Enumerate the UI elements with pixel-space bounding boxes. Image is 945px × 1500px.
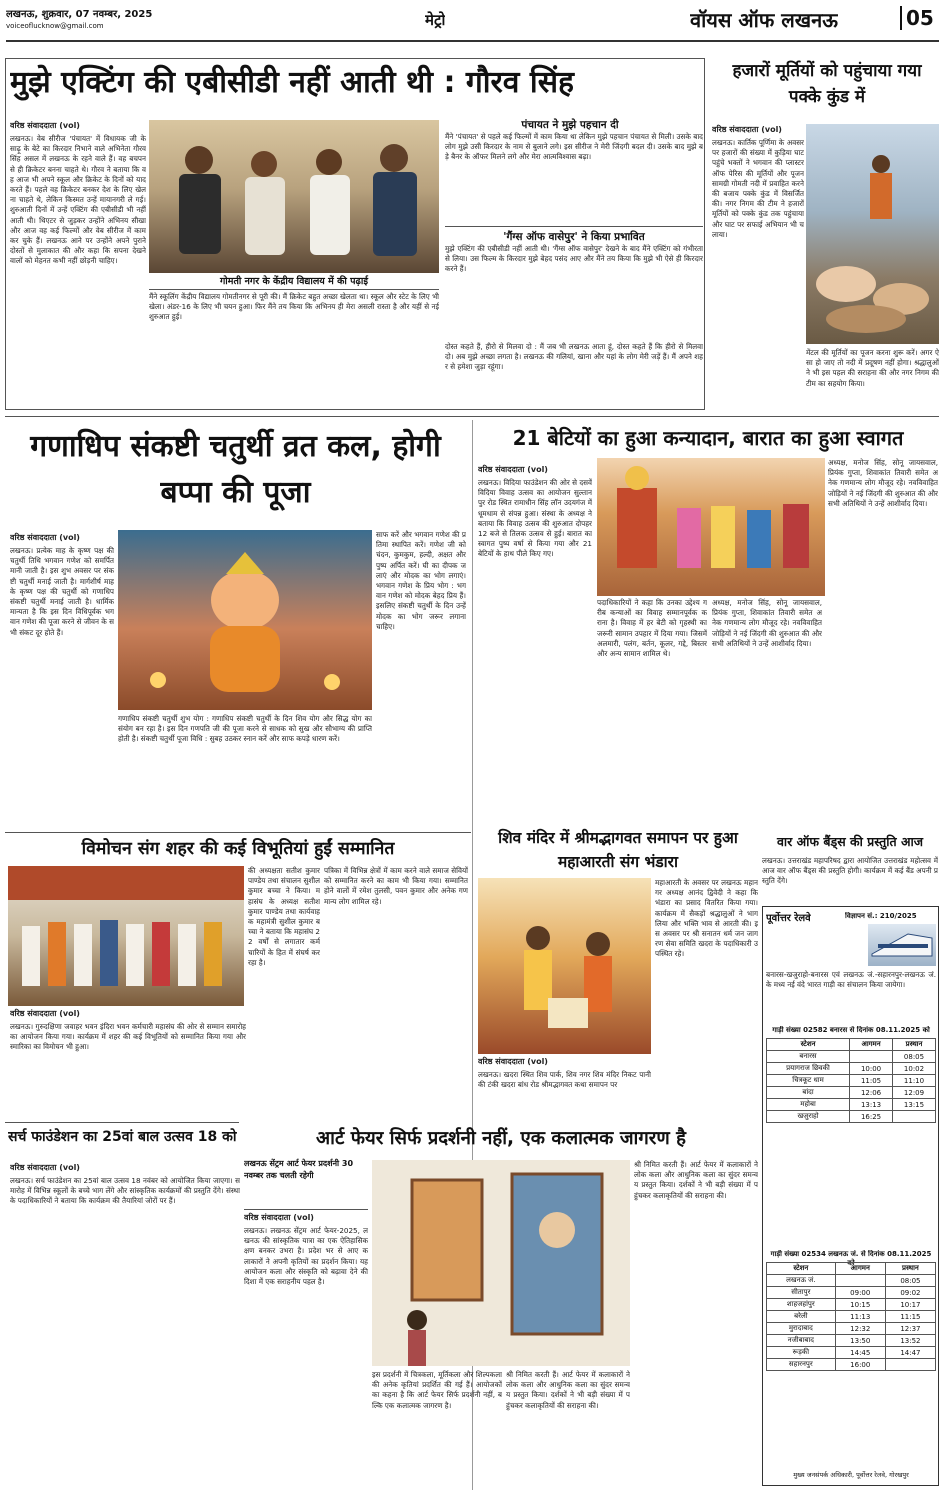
story6-body: लखनऊ। खदरा स्थित शिव पार्क, शिव नगर शिव मंदिर निकट पानी की टंकी खदरा बांध रोड श्रीमद्भागवत कथा समापन पर: [478, 1070, 651, 1090]
temple-aarti-photo: [478, 878, 651, 1054]
story3-byline: वरिष्ठ संवाददाता (vol): [10, 533, 80, 542]
story2-body: लखनऊ। कार्तिक पूर्णिमा के अवसर पर हजारों की संख्या में कुड़िया घाट पहुंचे भक्तों ने भगवान की प्लास्टर ऑफ पेरिस की मूर्तियों और पूजन सामग्री गोमती नदी में प्रवाहित करने की बजाय पक्के कुंड में विसर्जित की। नगर निगम की टीम ने हजारों मूर्तियों को पक्के कुंड तक पहुंचाया और घाट पर सफाई अभियान भी चलाया।: [712, 138, 804, 239]
story1-headline: मुझे एक्टिंग की एबीसीडी नहीं आती थी : गौरव सिंह: [10, 65, 574, 100]
art-exhibition-photo: [372, 1160, 630, 1366]
railway-t1: [766, 1038, 936, 1123]
wedding-procession-photo: [597, 458, 825, 596]
story4-headline: 21 बेटियों का हुआ कन्यादान, बारात का हुआ स्वागत: [512, 426, 904, 450]
story1-caption: गोमती नगर के केंद्रीय विद्यालय में की पढ़ाई: [149, 274, 439, 290]
story1-byline: वरिष्ठ संवाददाता (vol): [10, 121, 80, 130]
email: voiceoflucknow@gmail.com: [6, 22, 104, 30]
story4-col2b: अध्यक्ष, मनोज सिंह, सोनू जायसवाल, प्रियंक गुप्ता, शिवाकांत तिवारी समेत अनेक गणमान्य लोग मौजूद रहे। नवविवाहित जोड़ियों ने नई जिंदगी की शुरुआत की और सभी अतिथियों ने उन्हें आशीर्वाद दिया।: [712, 598, 822, 648]
railway-intro: बनारस-खजुराहो-बनारस एवं लखनऊ जं.-सहारनपुर-लखनऊ जं. के मध्य नई वंदे भारत गाड़ी का संचालन किया जायेगा।: [766, 970, 936, 990]
story1-sub1-title: पंचायत ने मुझे पहचान दी: [521, 119, 619, 131]
story4-col3: अध्यक्ष, मनोज सिंह, सोनू जायसवाल, प्रियंक गुप्ता, शिवाकांत तिवारी समेत अनेक गणमान्य लोग मौजूद रहे। नवविवाहित जोड़ियों ने नई जिंदगी की शुरुआत की और सभी अतिथियों ने उन्हें आशीर्वाद दिया।: [828, 458, 938, 508]
story6-photo: [478, 878, 651, 1054]
story4-col2: पदाधिकारियों ने कहा कि उनका उद्देश्य गरीब कन्याओं का विवाह सम्मानपूर्वक कराना है। विवाह में हर बेटी को गृहस्थी का जरूरी सामान उपहार में दिया गया। जिसमें अलमारी, पलंग, बर्तन, कूलर, गद्दे, बिस्तर और अन्य सामान शामिल थे।: [597, 598, 707, 659]
t1-col-arrival: आगमन: [850, 1039, 893, 1051]
story1-photo: [149, 120, 439, 273]
story1-sub2-title: 'गैंग्स ऑफ वासेपुर' ने किया प्रभावित: [503, 231, 645, 243]
story1-sub2-body: मुझे एक्टिंग की एबीसीडी नहीं आती थी। 'गैंग्स ऑफ वासेपुर' देखने के बाद मैंने एक्टिंग को गंभीरता से लिया। उस फिल्म के किरदार मुझे बेहद पसंद आए और मैंने तय किया कि मुझे भी ऐसे ही किरदार करने हैं।: [445, 244, 703, 274]
story3-headline: गणाधिप संकष्टी चतुर्थी व्रत कल, होगी बप्पा की पूजा: [30, 429, 441, 510]
story2-photo: [806, 124, 939, 344]
train-icon: [868, 924, 936, 966]
story9-byline: वरिष्ठ संवाददाता (vol): [244, 1213, 314, 1222]
story7-body: लखनऊ। उत्तराखंड महापरिषद द्वारा आयोजित उत्तराखंड महोत्सव में आज वार ऑफ बैंड्स की प्रस्तुति होगी। कार्यक्रम में कई बैंड अपनी प्रस्तुति देंगे।: [762, 856, 938, 886]
t1-col-station: स्टेशन: [767, 1039, 850, 1051]
table-row: शाहजहांपुर 10:15 10:17: [767, 1299, 936, 1311]
railway-title: पूर्वोत्तर रेलवे: [766, 913, 811, 924]
story3-col3: साफ करें और भगवान गणेश की प्रतिमा स्थापित करें। गणेश जी को चंदन, कुमकुम, हल्दी, अक्षत और पुष्प अर्पित करें। घी का दीपक जलाएं और मोदक का भोग लगाएं। भगवान गणेश के प्रिय भोग : भगवान गणेश को मोदक बेहद प्रिय हैं। इसलिए संकष्टी चतुर्थी के दिन उन्हें मोदक का भोग जरूर लगाना चाहिए।: [376, 530, 466, 631]
story9-col4: श्री निमित करती हैं। आर्ट फेयर में कलाकारों ने लोक कला और आधुनिक कला का सुंदर समन्वय प्रस्तुत किया। दर्शकों ने भी बड़ी संख्या में पहुंचकर कलाकृतियों की सराहना की।: [634, 1160, 758, 1200]
story5-col2: की अध्यक्षता सतीश कुमार पाण्डेय तथा संचालन सुशील कुमार बच्चा ने किया। महासंघ के अध्यक्ष सतीश कुमार पाण्डेय तथा कार्यवाहक महामंत्री सुशील कुमार बच्चा ने बताया कि महासंघ 22 वर्षों से लगातार कर्मचारियों के हित में संघर्ष कर रहा है।: [248, 866, 320, 967]
story4-photo: [597, 458, 825, 596]
table-row: खजुराहो 16:25: [767, 1111, 936, 1123]
actors-group-photo: [149, 120, 439, 273]
table-row: प्रयागराज छिवकी 10:00 10:02: [767, 1063, 936, 1075]
story5-col3: पत्रिका में विभिन्न क्षेत्रों में काम करने वाले समाज सेवियों को सम्मानित करने का काम भी किया गया। सम्मानित होने वालों में रमेश तुलसी, पवन कुमार और अनेक गणमान्य लोग शामिल रहे।: [324, 866, 468, 906]
table-row: बांदा 12:06 12:09: [767, 1087, 936, 1099]
table-row: नजीबाबाद 13:50 13:52: [767, 1335, 936, 1347]
table-row: महोबा 13:13 13:15: [767, 1099, 936, 1111]
dateline: लखनऊ, शुक्रवार, 07 नवम्बर, 2025: [6, 9, 153, 20]
story1-caption-body: मैंने स्कूलिंग केंद्रीय विद्यालय गोमतीनगर से पूरी की। मैं क्रिकेट बहुत अच्छा खेलता था। स्कूल और स्टेट के लिए भी खेला। अंडर-16 के लिए भी चयन हुआ। फिर मैंने तय किया कि अभिनय ही मेरा असली रास्ता है और यहीं से नई शुरुआत हुई।: [149, 292, 439, 322]
table-row: रूड़की 14:45 14:47: [767, 1347, 936, 1359]
story9-photo: [372, 1160, 630, 1366]
idols-pond-photo: [806, 124, 939, 344]
story1-body: लखनऊ। वेब सीरीज 'पंचायत' में विधायक जी के साढ़ू के बेटे का किरदार निभाने वाले अभिनेता गौरव सिंह असल में लखनऊ के रहने वाले हैं। वह बचपन से ही क्रिकेटर बनना चाहते थे। गौरव ने बताया कि वह आज भी अपने स्कूल और क्रिकेट के दिनों को याद करते हैं। पहले वह क्रिकेटर बनकर देश के लिए खेलना चाहते थे, लेकिन किस्मत उन्हें मायानगरी ले गई। शुरुआती दिनों में उन्हें एक्टिंग की एबीसीडी भी नहीं आती थी। थिएटर से जुड़कर उन्होंने अभिनय सीखा और आज वह कई फिल्मों और वेब सीरीज में काम कर चुके हैं। लखनऊ आने पर उन्होंने अपने पुराने दोस्तों से मुलाकात की और कहा कि सपना देखने वालों को मेहनत कभी नहीं छोड़नी चाहिए।: [10, 134, 146, 266]
paper-name: वॉयस ऑफ लखनऊ: [690, 8, 838, 32]
table-row: मुरादाबाद 12:32 12:37: [767, 1323, 936, 1335]
masthead-rule: [6, 40, 939, 42]
story1-sub1-body: मैंने 'पंचायत' से पहले कई फिल्मों में काम किया था लेकिन मुझे पहचान पंचायत से मिली। उसके बाद लोग मुझे उसी किरदार के नाम से बुलाने लगे। इस सीरीज ने मेरी जिंदगी बदल दी। उसके बाद मुझे बड़े बैनर के ऑफर मिलने लगे और मेरा आत्मविश्वास बढ़ा।: [445, 132, 703, 162]
story5-photo: [8, 866, 244, 1006]
story3-col2: गणाधिप संकष्टी चतुर्थी शुभ योग : गणाधिप संकष्टी चतुर्थी के दिन शिव योग और सिद्ध योग का संयोग बन रहा है। इस दिन गणपति जी की पूजा करने से साधक को सुख और सौभाग्य की प्राप्ति होती है। संकष्टी चतुर्थी पूजा विधि : सुबह उठकर स्नान करें और साफ कपड़े धारण करें।: [118, 714, 372, 744]
railway-t2: स्टेशन आगमन प्रस्थान लखनऊ जं. 08:05 सीतापुर 09:00 09:02 शाहजहांपुर 10:15 10:17 बरेली 11:13 11:15 मुरादाबाद 12:32 12:37 नजीबाबाद 13:50 13:52 रूड़की 14:45 14:47 सहारनपुर 16:00: [766, 1262, 936, 1371]
story6-headline: शिव मंदिर में श्रीमद्भागवत समापन पर हुआ महाआरती संग भंडारा: [498, 829, 738, 871]
table-row: बनारस 08:05: [767, 1051, 936, 1063]
railway-train-photo: [868, 924, 936, 966]
story5-body: लखनऊ। गुरुदक्षिणा जवाहर भवन इंदिरा भवन कर्मचारी महासंघ की ओर से सम्मान समारोह का आयोजन किया गया। कार्यक्रम में शहर की कई विभूतियों को सम्मानित किया गया और स्मारिका का विमोचन भी हुआ।: [10, 1022, 246, 1052]
story3-body: लखनऊ। प्रत्येक माह के कृष्ण पक्ष की चतुर्थी तिथि भगवान गणेश को समर्पित मानी जाती है। इस शुभ अवसर पर संकष्टी चतुर्थी मनाई जाती है। मार्गशीर्ष माह के कृष्ण पक्ष की चतुर्थी को गणाधिप संकष्टी चतुर्थी मनाई जाती है। धार्मिक मान्यता है कि इस दिन विधिपूर्वक भगवान गणेश की पूजा करने से जीवन के सभी संकट दूर होते हैं।: [10, 546, 114, 637]
story8-headline: सर्च फाउंडेशन का 25वां बाल उत्सव 18 को: [8, 1129, 237, 1145]
railway-t2-title: गाड़ी संख्या 02534 लखनऊ जं. से दिनांक 08.11.2025 को: [770, 1250, 932, 1267]
story3-photo: [118, 530, 372, 710]
table-row: लखनऊ जं. 08:05: [767, 1275, 936, 1287]
railway-adv-no: विज्ञापन सं.: 210/2025: [845, 912, 917, 920]
story9-col3b: श्री निमित करती हैं। आर्ट फेयर में कलाकारों ने लोक कला और आधुनिक कला का सुंदर समन्वय प्रस्तुत किया। दर्शकों ने भी बड़ी संख्या में पहुंचकर कलाकृतियों की सराहना की।: [506, 1370, 630, 1410]
page-number: 05: [900, 6, 934, 30]
story4-body: लखनऊ। विदिया फाउंडेशन की ओर से दसवें विदिया विवाह उत्सव का आयोजन सुल्तानपुर रोड स्थित रामाधीन सिंह लॉन उदयगंज में धूमधाम से संपन्न हुआ। संस्था के अध्यक्ष ने बताया कि विवाह उत्सव की शुरुआत दोपहर 12 बजे से तिलक उत्सव से हुई। बारात का स्वागत पुष्प वर्षा से किया गया और 21 बेटियों के हाथ पीले किए गए।: [478, 478, 592, 559]
story9-col3: इस प्रदर्शनी में चित्रकला, मूर्तिकला और शिल्पकला की अनेक कृतियां प्रदर्शित की गई हैं। आयोजकों का कहना है कि आर्ट फेयर सिर्फ प्रदर्शनी नहीं, बल्कि एक कलात्मक जागरण है।: [372, 1370, 502, 1410]
railway-t1-title: गाड़ी संख्या 02582 बनारस से दिनांक 08.11.2025 को: [772, 1026, 930, 1034]
table-row: सहारनपुर 16:00: [767, 1359, 936, 1371]
section-name: मेट्रो: [425, 11, 446, 29]
story7-headline: वार ऑफ बैंड्स की प्रस्तुति आज: [776, 834, 924, 849]
story8-byline: वरिष्ठ संवाददाता (vol): [10, 1163, 80, 1172]
story5-byline: वरिष्ठ संवाददाता (vol): [10, 1009, 80, 1018]
masthead: [0, 0, 945, 44]
story6-col2: महाआरती के अवसर पर लखनऊ महानगर अध्यक्ष आनंद द्विवेदी ने कहा कि भंडारा का प्रसाद वितरित किया गया। कार्यक्रम में सैकड़ों श्रद्धालुओं ने भाग लिया और भक्ति भाव से आरती की। इस अवसर पर श्री सनातन धर्म जन जागरण सेवा समिति खदरा के पदाधिकारी उपस्थित रहे।: [655, 878, 758, 959]
story1-col-body: दोस्त कहते हैं, हीरो से मिलवा दो : मैं जब भी लखनऊ आता हूं, दोस्त कहते हैं कि हीरो से मिलवा दो। अब मुझे अच्छा लगता है। लखनऊ की गलियां, खाना और यहां के लोग मेरी जड़ें हैं। मैं अपने शहर से हमेशा जुड़ा रहूंगा।: [445, 342, 703, 372]
story2-headline: हजारों मूर्तियों को पहुंचाया गया पक्के कुंड में: [732, 61, 922, 107]
divider-3: [5, 1122, 239, 1123]
table-row: सीतापुर 09:00 09:02: [767, 1287, 936, 1299]
t1-col-departure: प्रस्थान: [893, 1039, 936, 1051]
story9-headline: आर्ट फेयर सिर्फ प्रदर्शनी नहीं, एक कलात्मक जागरण है: [316, 1128, 686, 1149]
railway-footer: मुख्य जनसंपर्क अधिकारी, पूर्वोत्तर रेलवे, गोरखपुर: [793, 1471, 909, 1479]
ganesha-idol-photo: [118, 530, 372, 710]
table-row: चित्रकूट धाम 11:05 11:10: [767, 1075, 936, 1087]
story8-body: लखनऊ। सर्च फाउंडेशन का 25वां बाल उत्सव 18 नवंबर को आयोजित किया जाएगा। समारोह में विभिन्न स्कूलों के बच्चे भाग लेंगे और सांस्कृतिक कार्यक्रमों की प्रस्तुति देंगे। संस्था के पदाधिकारियों ने बताया कि कार्यक्रम की तैयारियां जोरों पर हैं।: [10, 1176, 240, 1206]
table-row: बरेली 11:13 11:15: [767, 1311, 936, 1323]
story9-body: लखनऊ। लखनऊ सेंट्रम आर्ट फेयर-2025, लखनऊ की सांस्कृतिक यात्रा का एक ऐतिहासिक क्षण बनकर उभरा है। प्रदेश भर से आए कलाकारों ने अपनी कृतियों का प्रदर्शन किया। यह आयोजन कला और संस्कृति को बढ़ावा देने की दिशा में एक सराहनीय पहल है।: [244, 1226, 368, 1287]
honour-ceremony-photo: [8, 866, 244, 1006]
story6-byline: वरिष्ठ संवाददाता (vol): [478, 1057, 548, 1066]
story4-byline: वरिष्ठ संवाददाता (vol): [478, 465, 548, 474]
story2-body2: मेंटल की मूर्तियों का पूजन करना शुरू करें। अगर ऐसा हो जाए तो नदी में प्रदूषण नहीं होगा। श्रद्धालुओं ने भी इस पहल की सराहना की और नगर निगम की टीम का सहयोग किया।: [806, 348, 939, 388]
divider-1: [5, 416, 939, 417]
story2-byline: वरिष्ठ संवाददाता (vol): [712, 125, 782, 134]
story9-kicker: लखनऊ सेंट्रम आर्ट फेयर प्रदर्शनी 30 नवम्बर तक चलती रहेगी: [244, 1158, 368, 1210]
story5-headline: विमोचन संग शहर की कई विभूतियां हुईं सम्मानित: [81, 839, 395, 859]
divider-2: [5, 832, 471, 833]
